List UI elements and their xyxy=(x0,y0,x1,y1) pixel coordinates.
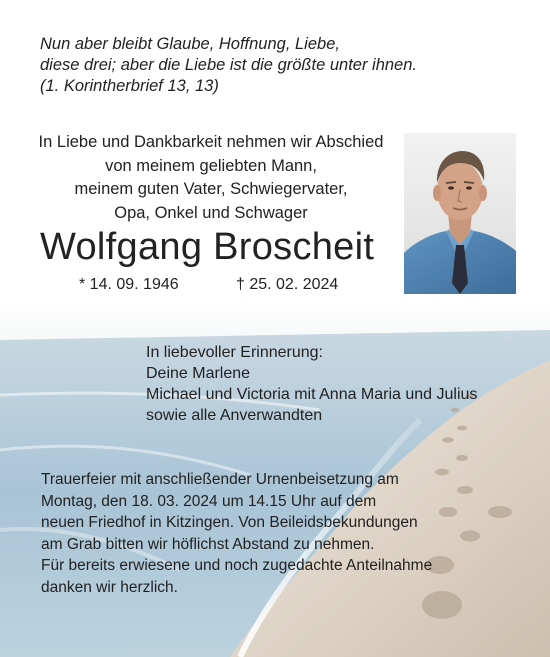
bible-quote: Nun aber bleibt Glaube, Hoffnung, Liebe, diese drei; aber die Liebe ist die größte unter ihnen. (1. Korintherbrief 13, 13) xyxy=(40,35,417,95)
birth-date: * 14. 09. 1946 xyxy=(79,276,179,293)
mourners-list xyxy=(146,342,526,426)
funeral-service-info: Trauerfeier mit anschließender Urnenbeisetzung am Montag, den 18. 03. 2024 um 14.15 Uhr auf dem neuen Friedhof in Kitzingen. Von Beileidsbekundungen am Grab bitten wir höflichst Abstand zu nehmen. Für bereits erwiesene und noch zugedachte Anteilnahme danken wir herzlich. xyxy=(41,471,433,596)
farewell-text: In Liebe und Dankbarkeit nehmen wir Abschied von meinem geliebten Mann, meinem guten Vater, Schwiegervater, Opa, Onkel und Schwager xyxy=(38,133,384,222)
mourners-line: Deine Marlene xyxy=(146,365,251,382)
mourners-line: Michael und Victoria mit Anna Maria und Julius xyxy=(146,386,478,403)
portrait-photo xyxy=(404,133,516,294)
mourners-line: sowie alle Anverwandten xyxy=(146,407,323,424)
mourners-line: In liebevoller Erinnerung: xyxy=(146,344,323,361)
death-date: † 25. 02. 2024 xyxy=(236,276,339,293)
deceased-name: Wolfgang Broscheit xyxy=(40,226,375,268)
